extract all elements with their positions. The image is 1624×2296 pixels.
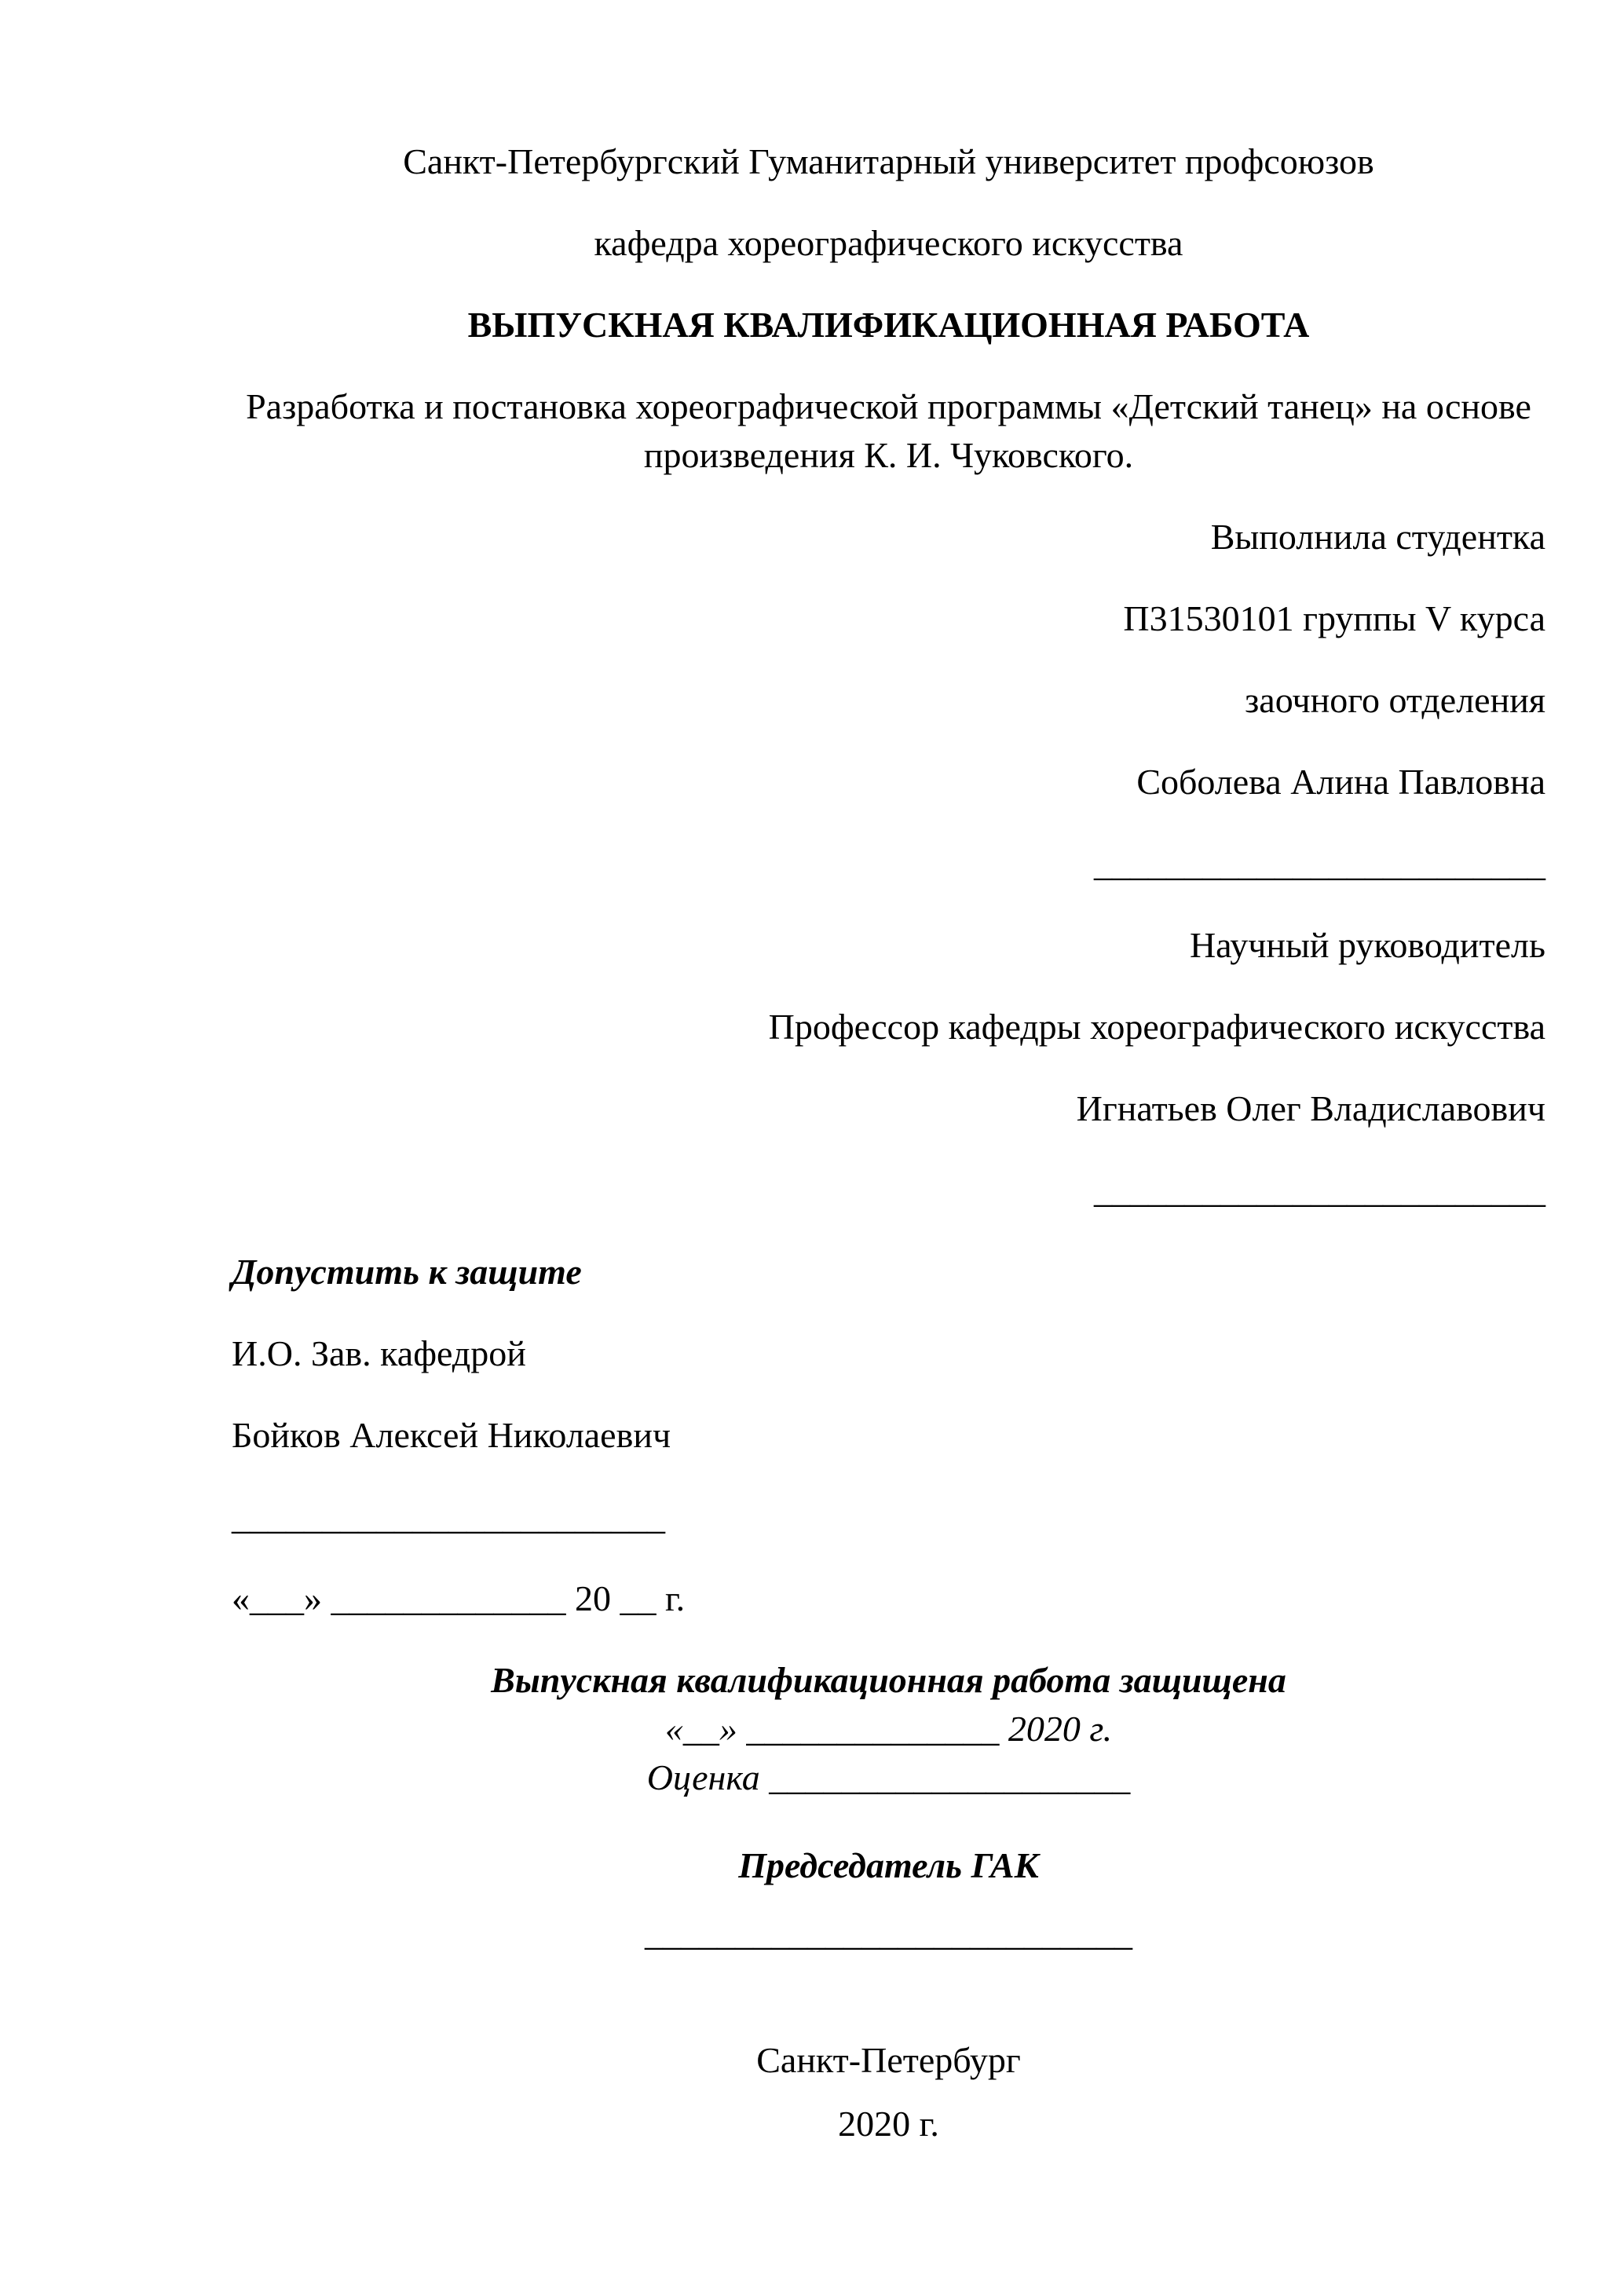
footer-city: Санкт-Петербург	[756, 2040, 1021, 2080]
footer-block	[232, 2036, 1545, 2148]
defense-block	[232, 1656, 1545, 1958]
university-name: Санкт-Петербургский Гуманитарный университет профсоюзов	[403, 141, 1374, 181]
advisor-name: Игнатьев Олег Владиславович	[1076, 1088, 1545, 1128]
student-signature-line: _________________________	[1094, 843, 1545, 883]
student-group: П31530101 группы V курса	[1123, 598, 1545, 638]
department-name: кафедра хореографического искусства	[594, 223, 1183, 263]
advisor-position: Профессор кафедры хореографического искусства	[768, 1007, 1545, 1047]
performed-by-label: Выполнила студентка	[1210, 517, 1545, 557]
thesis-title: Разработка и постановка хореографической программы «Детский танец» на основе произведения К. И. Чуковского.	[246, 386, 1531, 475]
work-type-heading: ВЫПУСКНАЯ КВАЛИФИКАЦИОННАЯ РАБОТА	[467, 305, 1310, 345]
head-name: Бойков Алексей Николаевич	[232, 1415, 671, 1455]
grade-line: Оценка ____________________	[646, 1757, 1131, 1797]
student-block	[232, 513, 1545, 888]
advisor-label: Научный руководитель	[1189, 925, 1545, 965]
advisor-block	[232, 921, 1545, 1215]
chairman-label: Председатель ГАК	[738, 1845, 1039, 1885]
admit-label: Допустить к защите	[232, 1252, 582, 1292]
advisor-signature-line: _________________________	[1094, 1170, 1545, 1210]
defended-label: Выпускная квалификационная работа защищена	[491, 1660, 1286, 1700]
student-name: Соболева Алина Павловна	[1136, 762, 1545, 802]
study-form: заочного отделения	[1245, 680, 1545, 720]
admission-block	[232, 1248, 1545, 1623]
defense-date-line: «__» ______________ 2020 г.	[664, 1709, 1113, 1749]
head-label: И.О. Зав. кафедрой	[232, 1333, 526, 1373]
admission-signature-line: ________________________	[232, 1497, 665, 1537]
admission-date-line: «___» _____________ 20 __ г.	[232, 1578, 686, 1618]
footer-year: 2020 г.	[838, 2104, 939, 2144]
chairman-signature-line: ___________________________	[645, 1913, 1132, 1953]
